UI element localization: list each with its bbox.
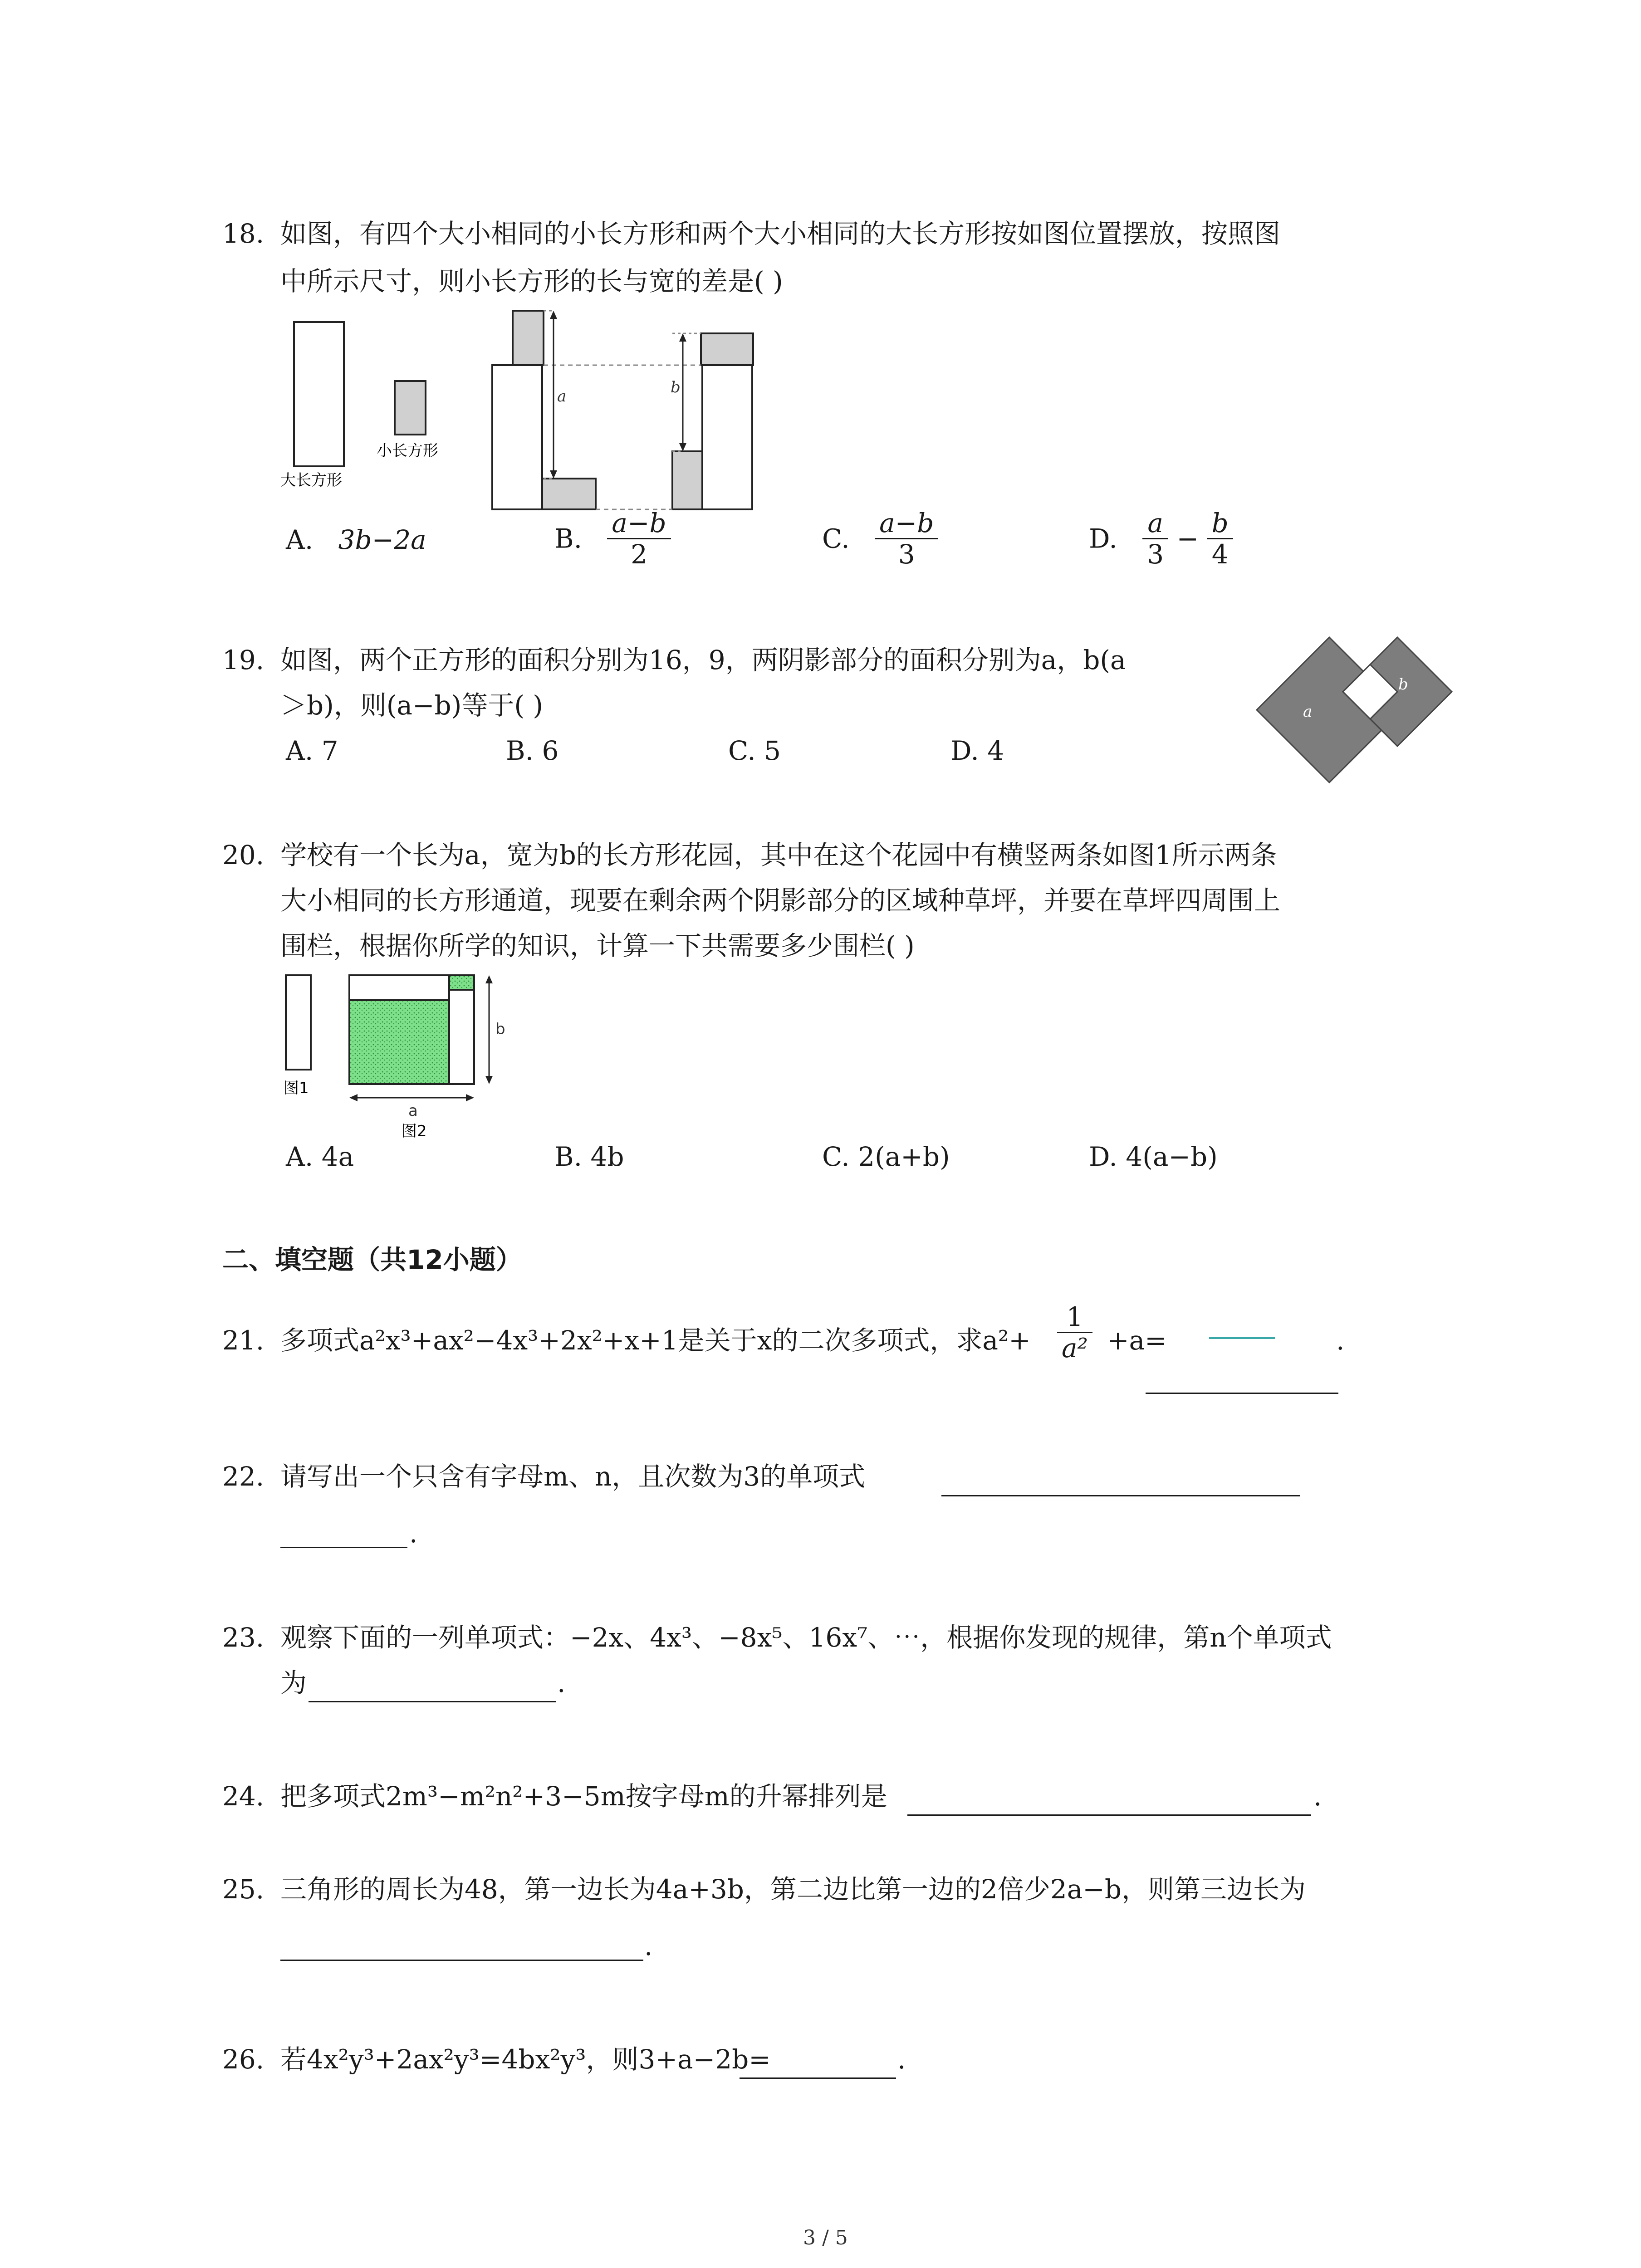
fig2-label: 图2 (402, 1122, 427, 1140)
vertical-path (449, 990, 474, 1084)
q19-option-c: C. 5 (728, 735, 781, 766)
dimension-b-label: b (495, 1020, 505, 1038)
q20-line1: 学校有一个长为a，宽为b的长方形花园，其中在这个花园中有横竖两条如图1所示两条 (280, 840, 1277, 870)
q19-line1: 如图，两个正方形的面积分别为16，9，两阴影部分的面积分别为a，b(a (280, 645, 1126, 675)
q23-number: 23. (222, 1622, 265, 1653)
q26-text: 若4x²y³+2ax²y³=4bx²y³，则3+a−2b= (280, 2044, 771, 2075)
q18-line1: 如图，有四个大小相同的小长方形和两个大小相同的大长方形按如图位置摆放，按照图 (280, 218, 1281, 249)
big-rectangle (294, 322, 344, 466)
big-rectangle-label: 大长方形 (280, 471, 342, 489)
q24-end: . (1313, 1781, 1322, 1812)
q25-number: 25. (222, 1874, 265, 1905)
shaded-b-label: b (1398, 675, 1408, 694)
section-title: 二、填空题（共12小题） (222, 1244, 522, 1275)
dimension-a-label: a (408, 1102, 418, 1120)
q25-end: . (644, 1931, 653, 1961)
left-big-rectangle (492, 365, 542, 509)
q26-end: . (897, 2044, 906, 2075)
q22-text: 请写出一个只含有字母m、n，且次数为3的单项式 (280, 1461, 866, 1492)
q24-answer-blank[interactable] (907, 1814, 1311, 1816)
q19-line2: ＞b)，则(a−b)等于( ) (280, 690, 544, 721)
q21-answer-blank[interactable] (1146, 1393, 1338, 1394)
shaded-a-label: a (1303, 703, 1313, 721)
q19-option-b: B. 6 (506, 735, 559, 766)
q26-number: 26. (222, 2044, 265, 2075)
q21-fraction: $\frac{1}{\text{a²}}$ (1057, 1302, 1092, 1363)
fig1-label: 图1 (284, 1079, 309, 1097)
q20-option-a: A. 4a (286, 1141, 354, 1172)
horizontal-path (349, 975, 449, 1000)
q18-line2: 中所示尺寸，则小长方形的长与宽的差是( ) (280, 266, 783, 297)
q18-figure (272, 302, 780, 515)
q19-figure (1252, 633, 1456, 787)
dimension-a-label: a (557, 387, 567, 406)
path-strip (286, 975, 311, 1070)
q23-line1: 观察下面的一列单项式：−2x、4x³、−8x⁵、16x⁷、⋯，根据你发现的规律，第n个单项式 (280, 1622, 1332, 1653)
q23-answer-blank[interactable] (309, 1701, 556, 1702)
small-rectangle (395, 381, 426, 435)
q22-answer-blank-continued[interactable] (280, 1547, 407, 1548)
left-top-small-rectangle (513, 311, 544, 365)
small-rectangle-label: 小长方形 (377, 442, 438, 460)
q20-number: 20. (222, 840, 265, 870)
q23-line2: 为 (280, 1667, 307, 1698)
q25-line1: 三角形的周长为48，第一边长为4a+3b，第二边比第一边的2倍少2a−b，则第三边长为 (280, 1874, 1306, 1905)
q21-text-before: 多项式a²x³+ax²−4x³+2x²+x+1是关于x的二次多项式，求a²+ (280, 1325, 1031, 1356)
q19-option-d: D. 4 (950, 735, 1004, 766)
q19-option-a: A. 7 (286, 735, 338, 766)
bottom-small-rectangle (542, 479, 596, 509)
right-big-rectangle (702, 365, 752, 509)
q18-option-a: A. 3b−2a (286, 524, 426, 555)
q21-end: . (1336, 1325, 1345, 1356)
q20-option-b: B. 4b (554, 1141, 624, 1172)
q22-answer-blank[interactable] (941, 1495, 1300, 1496)
page-number: 3 / 5 (803, 2226, 848, 2249)
right-top-small-rectangle (701, 333, 753, 365)
q20-line3: 围栏，根据你所学的知识，计算一下共需要多少围栏( ) (280, 930, 915, 961)
q21-text-after: +a= (1107, 1325, 1167, 1356)
q19-number: 19. (222, 645, 265, 675)
q22-end: . (409, 1518, 418, 1549)
q24-number: 24. (222, 1781, 265, 1812)
q20-option-d: D. 4(a−b) (1089, 1141, 1218, 1172)
q20-figure (272, 962, 526, 1143)
q24-text: 把多项式2m³−m²n²+3−5m按字母m的升幂排列是 (280, 1781, 887, 1812)
dimension-b-label: b (671, 378, 681, 396)
q20-option-c: C. 2(a+b) (822, 1141, 950, 1172)
q22-number: 22. (222, 1461, 265, 1492)
q18-option-d: D. $\frac{a}{3}$ − $\frac{b}{4}$ (1089, 508, 1233, 569)
q25-answer-blank[interactable] (280, 1960, 643, 1961)
q26-answer-blank[interactable] (740, 2077, 896, 2079)
right-lower-small-rectangle (672, 451, 702, 509)
q18-option-c: C. $\frac{a-b}{3}$ (822, 508, 938, 569)
q18-number: 18. (222, 218, 265, 249)
q21-teal-mark (1209, 1337, 1275, 1339)
q18-option-b: B. $\frac{a-b}{2}$ (554, 508, 671, 569)
q21-number: 21. (222, 1325, 265, 1356)
q23-end: . (557, 1667, 566, 1698)
q20-line2: 大小相同的长方形通道，现要在剩余两个阴影部分的区域种草坪，并要在草坪四周围上 (280, 885, 1281, 916)
